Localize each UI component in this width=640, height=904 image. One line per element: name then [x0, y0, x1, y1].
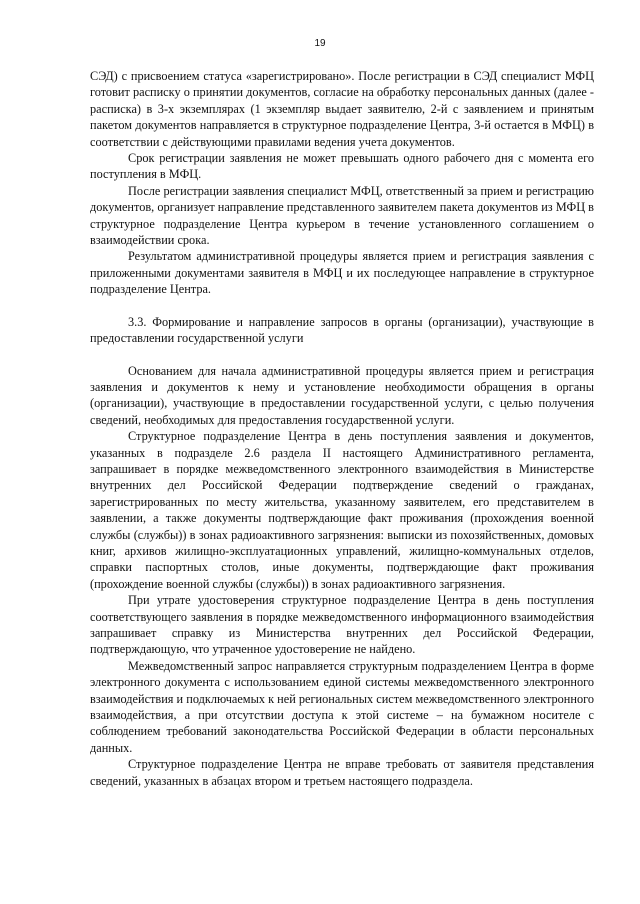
paragraph-electronic-request: Межведомственный запрос направляется структурным подразделением Центра в форме электронного документа с использованием единой системы межведомственного электронного взаимодействия и подключаемых к ней региональных систем межведомственного электронного взаимодействия, а при отсутствии доступа к этой системе – на бумажном носителе с соблюдением требований законодательства Российской Федерации в области персональных данных.: [90, 658, 594, 755]
paragraph-procedure-basis: Основанием для начала административной процедуры является прием и регистрация заявления и документов к нему и установление необходимости обращения в органы (организации), участвующие в предоставлении государственной услуги, с целью получения сведений, необходимых для предоставления государственной услуги.: [90, 363, 594, 427]
paragraph-procedure-result: Результатом административной процедуры является прием и регистрация заявления с приложенными документами заявителя в МФЦ и их последующее направление в структурное подразделение Центра.: [90, 249, 594, 297]
paragraph-interagency-request: Структурное подразделение Центра в день поступления заявления и документов, указанных в подразделе 2.6 раздела II настоящего Административного регламента, запрашивает в порядке межведомственного электронного взаимодействия в Министерстве внутренних дел Российской Федерации подтверждение сведений о гражданах, зарегистрированных по месту жительства, указанному заявителем, его представителем в заявлении, а также документы подтверждающие факт проживания (прохождения военной службы (службы)) в зонах радиоактивного загрязнения: выписки из похозяйственных, домовых книг, архивов жилищно-эксплуатационных управлений, жилищно-коммунальных отделов, справки паспортных столов, иные документы, подтверждающие факт проживания (прохождение военной службы (службы)) в зонах радиоактивного загрязнения.: [90, 429, 594, 591]
paragraph-registration-deadline: Срок регистрации заявления не может превышать одного рабочего дня с момента его поступления в МФЦ.: [90, 151, 594, 182]
paragraph-courier-dispatch: После регистрации заявления специалист МФЦ, ответственный за прием и регистрацию документов, организует направление представленного заявителем пакета документов из МФЦ в структурное подразделение Центра курьером в течение установленного соглашением о взаимодействии срока.: [90, 183, 594, 248]
paragraph-lost-certificate: При утрате удостоверения структурное подразделение Центра в день поступления соответствующего заявления в порядке межведомственного информационного взаимодействия запрашивает справку из Министерства внутренних дел Российской Федерации, подтверждающую, что утраченное удостоверение не найдено.: [90, 593, 594, 657]
section-heading: 3.3. Формирование и направление запросов в органы (организации), участвующие в предоставлении государственной услуги: [90, 314, 594, 346]
page-number: 19: [314, 38, 326, 49]
paragraph-no-demand: Структурное подразделение Центра не вправе требовать от заявителя представления сведений, указанных в абзацах втором и третьем настоящего подраздела.: [90, 757, 594, 788]
document-body: [90, 68, 594, 789]
paragraph-continuation: СЭД) с присвоением статуса «зарегистрировано». После регистрации в СЭД специалист МФЦ готовит расписку о принятии документов, согласие на обработку персональных данных (далее - расписка) в 3-х экземплярах (1 экземпляр выдает заявителю, 2-й с заявлением и принятым пакетом документов направляется в структурное подразделение Центра, 3-й остается в МФЦ) в соответствии с действующими правилами ведения учета документов.: [90, 69, 594, 149]
